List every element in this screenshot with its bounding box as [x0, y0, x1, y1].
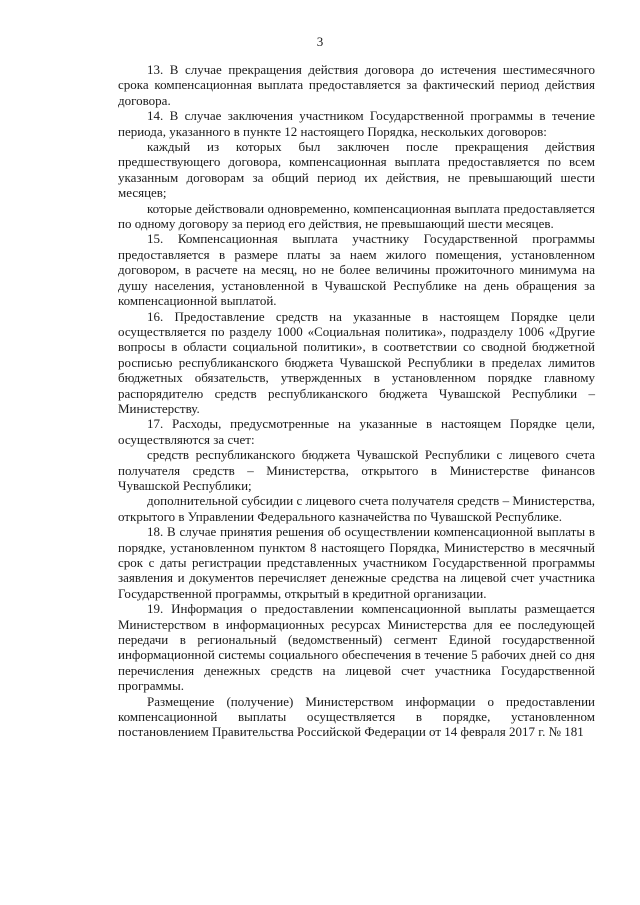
paragraph-14-item-2: которые действовали одновременно, компенсационная выплата предоставляется по одному договору за период его действия, не превышающий шести месяцев. — [118, 200, 595, 232]
paragraph-19-continuation: Размещение (получение) Министерством информации о предоставлении компенсационной выплаты осуществляется в порядке, установленном постановлением Правительства Российской Федерации от 14 февраля 2017 г. № 181 — [118, 693, 595, 740]
paragraph-15: 15. Компенсационная выплата участнику Государственной программы предоставляется в размере платы за наем жилого помещения, установленном договором, в расчете на месяц, но не более величины прожиточного минимума на душу населения, установленной в Чувашской Республике на день обращения за компенсационной выплатой. — [118, 231, 595, 309]
paragraph-19: 19. Информация о предоставлении компенсационной выплаты размещается Министерством в информационных ресурсах Министерства для ее последующей передачи в региональный (ведомственный) сегмент Единой государственной информационной системы социального обеспечения в течение 5 рабочих дней со дня перечисления денежных средств на лицевой счет участника Государственной программы. — [118, 601, 595, 694]
paragraph-17: 17. Расходы, предусмотренные на указанные в настоящем Порядке цели, осуществляются за счет: — [118, 416, 595, 447]
paragraph-17-item-2: дополнительной субсидии с лицевого счета получателя средств – Министерства, открытого в Управлении Федерального казначейства по Чувашской Республике. — [118, 493, 595, 524]
paragraph-14-item-1: каждый из которых был заключен после прекращения действия предшествующего договора, компенсационная выплата предоставляется по всем указанным договорам за общий период их действия, не превышающий шести месяцев; — [118, 139, 595, 201]
paragraph-18: 18. В случае принятия решения об осуществлении компенсационной выплаты в порядке, установленном пунктом 8 настоящего Порядка, Министерство в месячный срок с даты регистрации представленных участником Государственной программы заявления и документов перечисляет денежные средства на лицевой счет участника Государственной программы, открытый в кредитной организации. — [118, 524, 595, 601]
page-number: 3 — [316, 34, 324, 49]
document-body — [118, 62, 595, 740]
paragraph-17-item-1: средств республиканского бюджета Чувашской Республики с лицевого счета получателя средств – Министерства, открытого в Министерстве финансов Чувашской Республики; — [118, 447, 595, 493]
paragraph-14: 14. В случае заключения участником Государственной программы в течение периода, указанного в пункте 12 настоящего Порядка, нескольких договоров: — [118, 108, 595, 139]
paragraph-13: 13. В случае прекращения действия договора до истечения шестимесячного срока компенсационная выплата предоставляется за фактический период действия договора. — [118, 62, 595, 108]
paragraph-16: 16. Предоставление средств на указанные в настоящем Порядке цели осуществляется по разделу 1000 «Социальная политика», подразделу 1006 «Другие вопросы в области социальной политики», в соответствии со сводной бюджетной росписью республиканского бюджета Чувашской Республики в пределах лимитов бюджетных обязательств, утвержденных в установленном порядке главному распорядителю средств республиканского бюджета Чувашской Республики – Министерству. — [118, 308, 595, 416]
